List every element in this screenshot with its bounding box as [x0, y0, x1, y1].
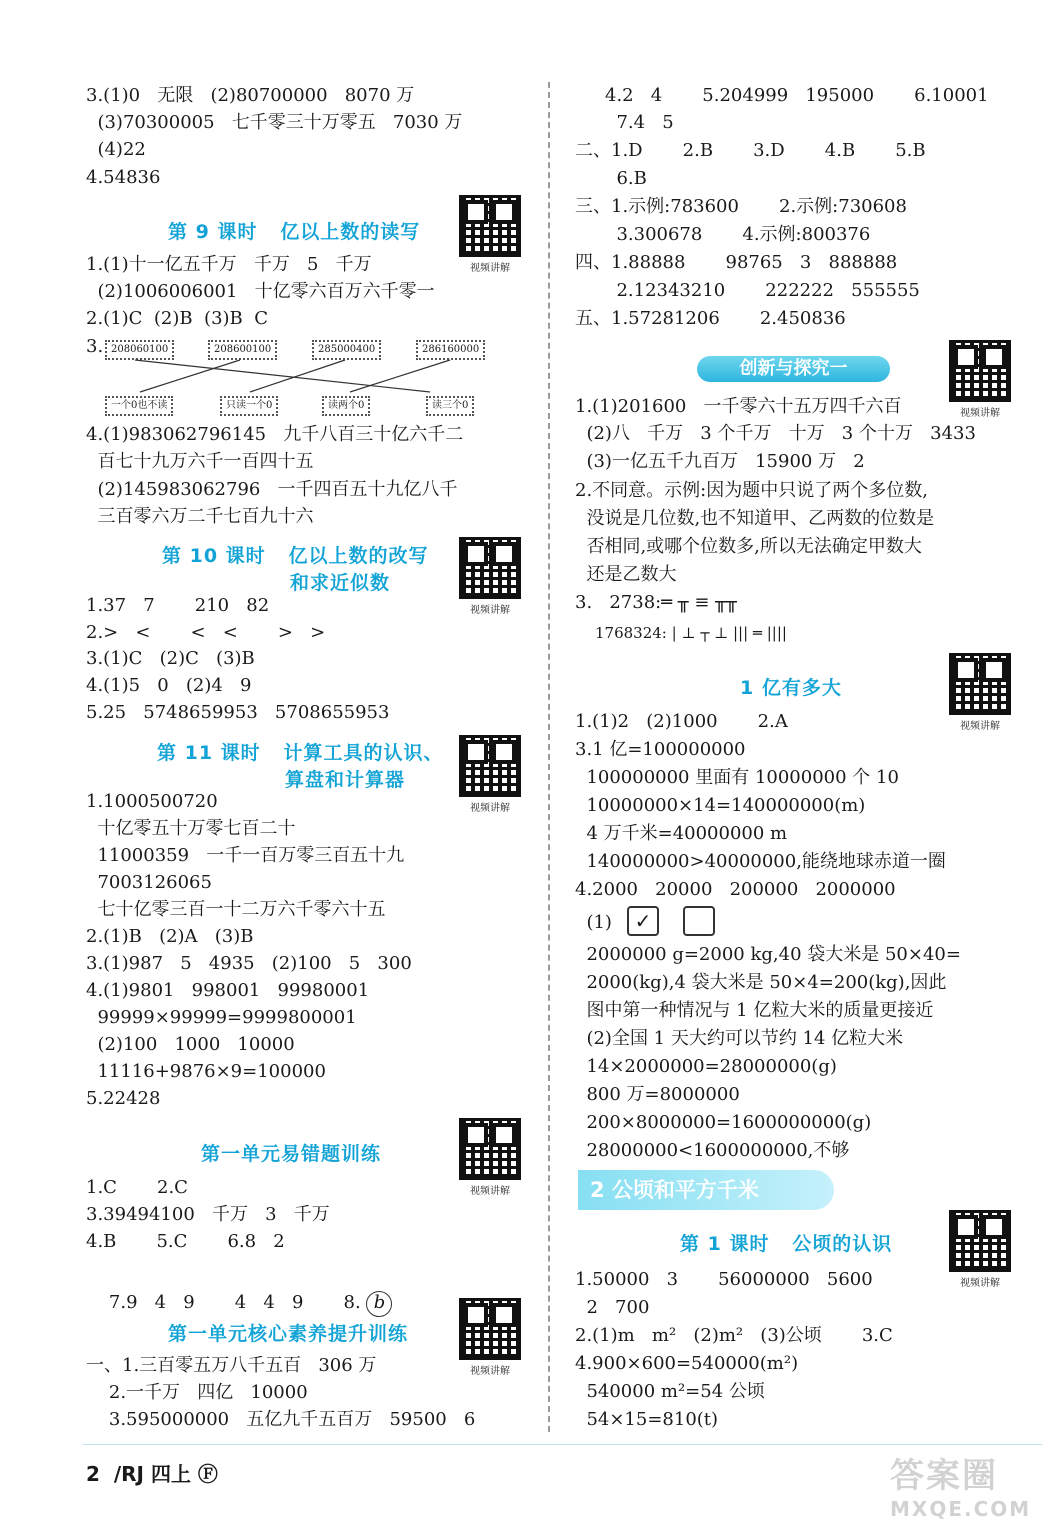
answer-line: (1) [575, 912, 612, 933]
answer-line: (2)145983062796 一千四百五十九亿八千 [86, 479, 458, 500]
answer-line: (2)全国 1 天大约可以节约 14 亿粒大米 [575, 1028, 904, 1049]
answer-line: 14×2000000=28000000(g) [575, 1056, 837, 1077]
answer-line: 3. 2738:═ ╥ ≡ ╥╥ [575, 592, 737, 613]
answer-line: 3.39494100 千万 3 千万 [86, 1204, 330, 1225]
lesson-heading: 第 9 课时 亿以上数的读写 [168, 221, 421, 243]
answer-line: 2000(kg),4 袋大米是 50×4=200(kg),因此 [575, 972, 947, 993]
answer-line: 4.2000 20000 200000 2000000 [575, 879, 896, 900]
match-box: 读两个0 [322, 396, 370, 416]
answer-line: 1.37 7 210 82 [86, 595, 270, 616]
checked-box: ✓ [627, 906, 659, 936]
qr-code-icon[interactable]: 视频讲解 [459, 195, 521, 274]
answer-line: 54×15=810(t) [575, 1409, 719, 1430]
answer-line: 3.595000000 五亿九千五百万 59500 6 [86, 1409, 476, 1430]
match-box: 208060100 [105, 340, 174, 360]
answer-line: 1.(1)2 (2)1000 2.A [575, 711, 788, 732]
match-box: 208600100 [208, 340, 277, 360]
watermark-logo: 答案圈 MXQE.COM [890, 1456, 1032, 1521]
answer-line: 4.(1)5 0 (2)4 9 [86, 675, 252, 696]
answer-line: 2.(1)m m² (2)m² (3)公顷 3.C [575, 1325, 893, 1346]
answer-line: 1768324: | ⊥ ┬ ⊥ ||| ═ |||| [595, 624, 787, 642]
answer-line: 3.(1)0 无限 (2)80700000 8070 万 [86, 85, 415, 106]
answer-line: 140000000>40000000,能绕地球赤道一圈 [575, 851, 946, 872]
answer-line: 1.(1)十一亿五千万 千万 5 千万 [86, 254, 372, 275]
answer-line: 一、1.三百零五万八千五百 306 万 [86, 1355, 377, 1376]
answer-line: 2.不同意。示例:因为题中只说了两个多位数, [575, 480, 928, 501]
match-box: 一个0也不读 [105, 396, 173, 416]
answer-line: 99999×99999=9999800001 [86, 1007, 357, 1028]
lesson-heading: 第 1 课时 公顷的认识 [680, 1233, 893, 1255]
answer-line: 2.> < < < > > [86, 622, 326, 643]
circled-answer: b [366, 1291, 392, 1317]
answer-line: 7.9 4 9 4 4 9 8. b [86, 1264, 392, 1343]
empty-box [683, 906, 715, 936]
section-pill: 创新与探究一 [697, 356, 890, 382]
answer-line: 没说是几位数,也不知道甲、乙两数的位数是 [575, 508, 935, 529]
answer-line: 1.50000 3 56000000 5600 [575, 1269, 873, 1290]
answer-line: 十亿零五十万零七百二十 [86, 818, 296, 839]
answer-line: 3.(1)987 5 4935 (2)100 5 300 [86, 953, 412, 974]
match-box: 只读一个0 [220, 396, 278, 416]
lesson-heading: 1 亿有多大 [740, 677, 842, 699]
answer-line: 4.(1)9801 998001 99980001 [86, 980, 370, 1001]
answer-line: (3)70300005 七千零三十万零五 7030 万 [86, 112, 463, 133]
qr-code-icon[interactable]: 视频讲解 [459, 537, 521, 616]
answer-line: 1.1000500720 [86, 791, 218, 812]
answer-line: 4.2 4 5.204999 195000 6.10001 [605, 85, 989, 106]
answer-line: 11000359 一千一百万零三百五十九 [86, 845, 405, 866]
answer-line: 7.4 5 [605, 112, 674, 133]
answer-line: 28000000<1600000000,不够 [575, 1140, 850, 1161]
answer-line: 2.12343210 222222 555555 [605, 280, 920, 301]
answer-line: 四、1.88888 98765 3 888888 [575, 252, 898, 273]
answer-line: 2 700 [575, 1297, 650, 1318]
lesson-heading: 第 11 课时 计算工具的认识、 [157, 742, 444, 764]
matching-lines [100, 355, 500, 397]
answer-line: 三百零六万二千七百九十六 [86, 506, 314, 527]
column-divider [548, 82, 550, 1432]
answer-line: 2000000 g=2000 kg,40 袋大米是 50×40= [575, 944, 961, 965]
answer-line: 三、1.示例:783600 2.示例:730608 [575, 196, 907, 217]
answer-line: 2.(1)C (2)B (3)B C [86, 308, 268, 329]
answer-line: 3. [86, 336, 104, 357]
answer-line: 五、1.57281206 2.450836 [575, 308, 846, 329]
answer-line: 2.(1)B (2)A (3)B [86, 926, 254, 947]
answer-line: 否相同,或哪个位数多,所以无法确定甲数大 [575, 536, 922, 557]
answer-line: (4)22 [86, 139, 146, 160]
answer-line: 5.25 5748659953 5708655953 [86, 702, 390, 723]
answer-line: 4 万千米=40000000 m [575, 823, 788, 844]
answer-line: 800 万=8000000 [575, 1084, 740, 1105]
answer-line: 百七十九万六千一百四十五 [86, 451, 314, 472]
match-box: 读三个0 [426, 396, 474, 416]
answer-line: 5.22428 [86, 1088, 161, 1109]
answer-line: 1.C 2.C [86, 1177, 188, 1198]
page-footer: 2 /RJ 四上 Ⓕ [86, 1462, 218, 1486]
footer-rule [82, 1444, 1042, 1445]
answer-line: (3)一亿五千九百万 15900 万 2 [575, 451, 865, 472]
answer-line: 3.(1)C (2)C (3)B [86, 648, 255, 669]
answer-line: 4.B 5.C 6.8 2 [86, 1231, 285, 1252]
qr-code-icon[interactable]: 视频讲解 [459, 1118, 521, 1197]
answer-line: (2)100 1000 10000 [86, 1034, 295, 1055]
qr-code-icon[interactable]: 视频讲解 [459, 1298, 521, 1377]
answer-line: 100000000 里面有 10000000 个 10 [575, 767, 899, 788]
answer-line: 3.1 亿=100000000 [575, 739, 746, 760]
answer-line: 7003126065 [86, 872, 212, 893]
answer-line: 图中第一种情况与 1 亿粒大米的质量更接近 [575, 1000, 934, 1021]
answer-line: 4.(1)983062796145 九千八百三十亿六千二 [86, 424, 464, 445]
qr-code-icon[interactable]: 视频讲解 [949, 340, 1011, 419]
answer-line: 2.一千万 四亿 10000 [86, 1382, 308, 1403]
answer-line: 七十亿零三百一十二万六千零六十五 [86, 899, 386, 920]
answer-line: 4.54836 [86, 167, 161, 188]
lesson-heading: 第一单元易错题训练 [201, 1143, 382, 1165]
qr-code-icon[interactable]: 视频讲解 [459, 735, 521, 814]
answer-line: 4.900×600=540000(m²) [575, 1353, 799, 1374]
qr-code-icon[interactable]: 视频讲解 [949, 653, 1011, 732]
answer-line: 11116+9876×9=100000 [86, 1061, 326, 1082]
answer-line: 10000000×14=140000000(m) [575, 795, 866, 816]
match-box: 285000400 [312, 340, 381, 360]
answer-line: 200×8000000=1600000000(g) [575, 1112, 872, 1133]
answer-line: (2)八 千万 3 个千万 十万 3 个十万 3433 [575, 423, 976, 444]
answer-line: 3.300678 4.示例:800376 [605, 224, 871, 245]
qr-code-icon[interactable]: 视频讲解 [949, 1210, 1011, 1289]
answer-line: 二、1.D 2.B 3.D 4.B 5.B [575, 140, 926, 161]
answer-line: (2)1006006001 十亿零六百万六千零一 [86, 281, 435, 302]
answer-line: 540000 m²=54 公顷 [575, 1381, 765, 1402]
lesson-heading: 第一单元核心素养提升训练 [168, 1323, 409, 1345]
lesson-heading-2: 算盘和计算器 [285, 769, 406, 791]
answer-line: 1.(1)201600 一千零六十五万四千六百 [575, 396, 902, 417]
lesson-heading-2: 和求近似数 [290, 572, 391, 594]
match-box: 286160000 [416, 340, 485, 360]
unit-banner: 2 公顷和平方千米 [578, 1170, 834, 1210]
lesson-heading: 第 10 课时 亿以上数的改写 [162, 545, 429, 567]
answer-line: 还是乙数大 [575, 564, 677, 585]
answer-line: 6.B [605, 168, 647, 189]
